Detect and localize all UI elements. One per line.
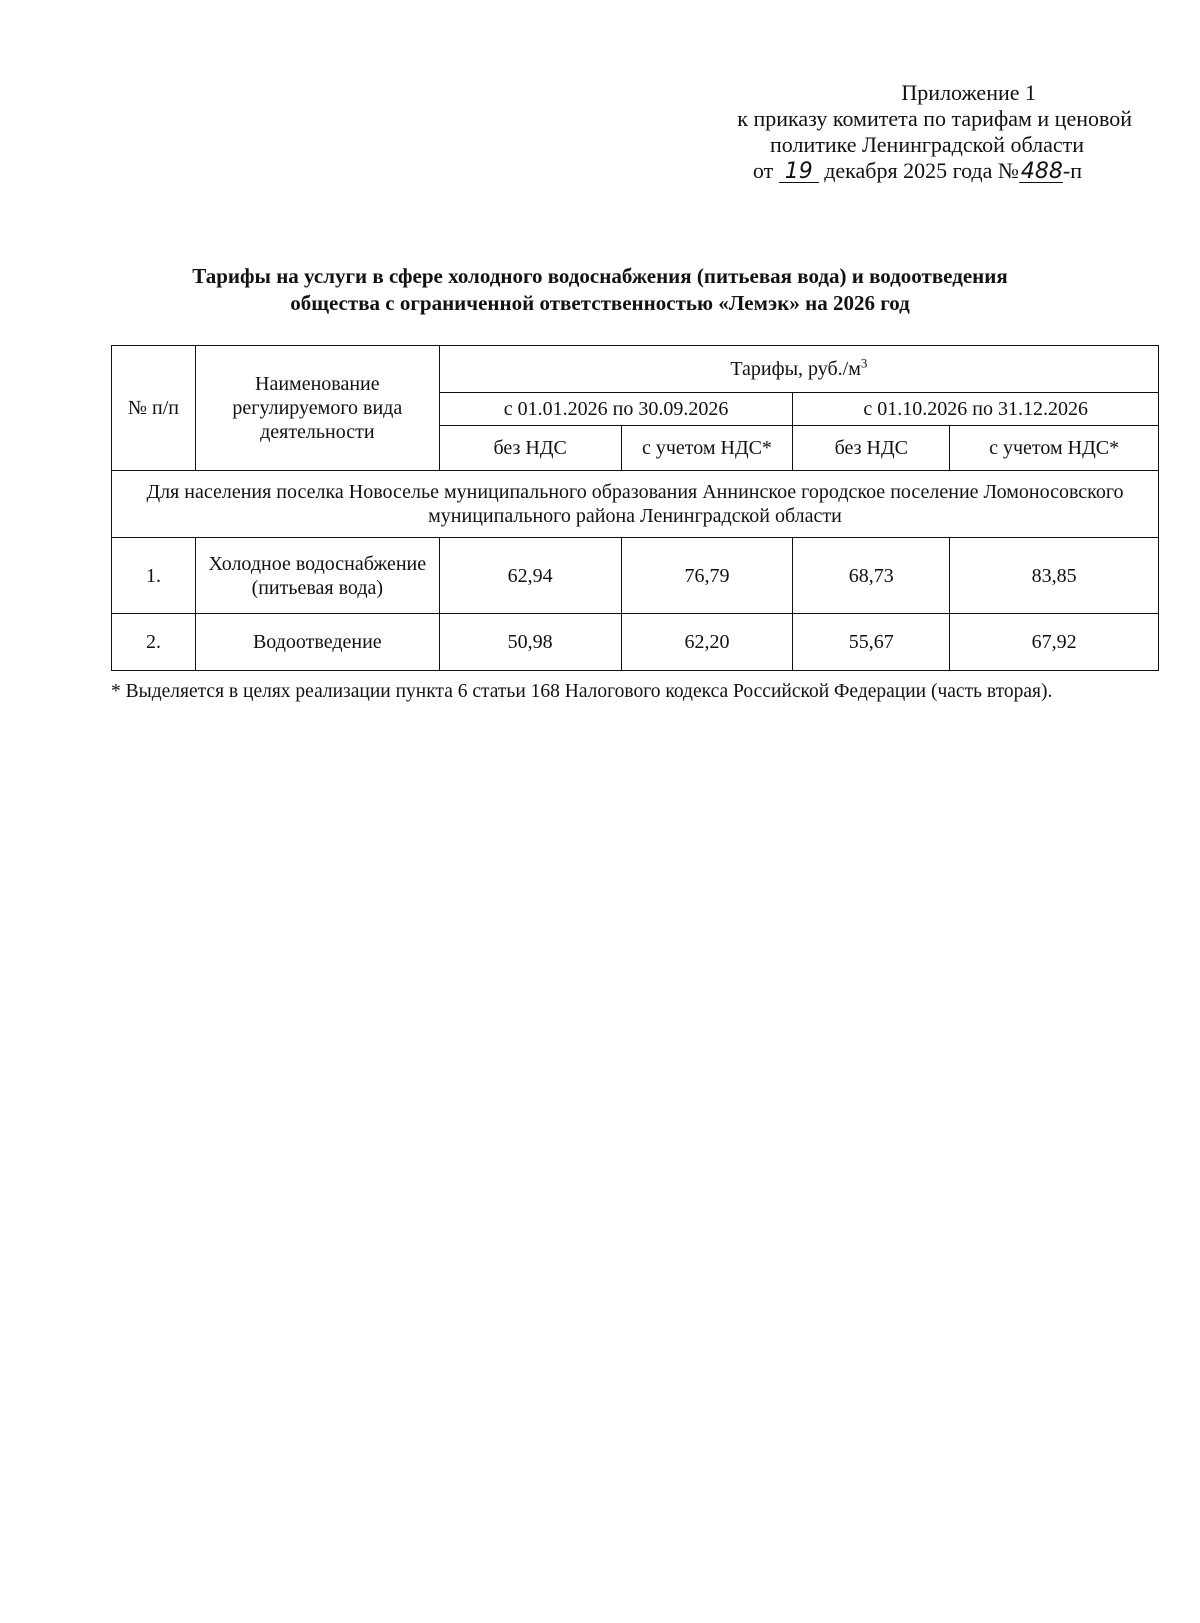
annex-date-line <box>672 158 1132 184</box>
annex-header <box>672 80 1132 184</box>
header-tariffs <box>439 346 1158 393</box>
handwritten-order-number: 488 <box>1020 159 1063 184</box>
footnote: * Выделяется в целях реализации пункта 6 статьи 168 Налогового кодекса Российской Федерации (часть вторая). <box>111 681 1053 702</box>
title-line-1: Тарифы на услуги в сфере холодного водоснабжения (питьевая вода) и водоотведения <box>192 264 1008 288</box>
tariffs-table <box>111 345 1159 671</box>
row-p2-with-vat: 67,92 <box>950 614 1159 671</box>
row-p2-no-vat: 68,73 <box>793 538 950 614</box>
date-middle: декабря 2025 года № <box>824 158 1019 183</box>
table-row <box>112 538 1159 614</box>
header-activity: Наименование регулируемого вида деятельности <box>195 346 439 471</box>
row-p1-with-vat: 62,20 <box>621 614 793 671</box>
row-p2-no-vat: 55,67 <box>793 614 950 671</box>
title-line-2: общества с ограниченной ответственностью «Лемэк» на 2026 год <box>290 291 910 315</box>
row-p1-no-vat: 50,98 <box>439 614 621 671</box>
table-row <box>112 614 1159 671</box>
date-prefix: от <box>752 158 774 183</box>
header-period-1: с 01.01.2026 по 30.09.2026 <box>439 393 793 426</box>
header-tariffs-sup: 3 <box>860 355 868 371</box>
row-p1-with-vat: 76,79 <box>621 538 793 614</box>
group-label: Для населения поселка Новоселье муниципального образования Аннинское городское поселение Ломоносовского муниципального района Ленинградской области <box>112 471 1159 538</box>
annex-order-line: к приказу комитета по тарифам и ценовой <box>737 106 1132 131</box>
header-number: № п/п <box>112 346 196 471</box>
row-number: 1. <box>112 538 196 614</box>
header-p1-no-vat: без НДС <box>439 426 621 471</box>
group-row <box>112 471 1159 538</box>
header-tariffs-label: Тарифы, руб./м <box>730 358 861 380</box>
annex-label: Приложение 1 <box>901 80 1036 105</box>
order-suffix: -п <box>1062 158 1082 183</box>
row-p2-with-vat: 83,85 <box>950 538 1159 614</box>
header-p2-with-vat: с учетом НДС* <box>950 426 1159 471</box>
document-title <box>100 263 1100 317</box>
annex-committee-line: политике Ленинградской области <box>769 132 1084 157</box>
row-activity: Водоотведение <box>195 614 439 671</box>
header-p1-with-vat: с учетом НДС* <box>621 426 793 471</box>
handwritten-day: 19 <box>779 162 819 183</box>
row-p1-no-vat: 62,94 <box>439 538 621 614</box>
header-row-1 <box>112 346 1159 393</box>
row-activity: Холодное водоснабжение (питьевая вода) <box>195 538 439 614</box>
row-number: 2. <box>112 614 196 671</box>
header-period-2: с 01.10.2026 по 31.12.2026 <box>793 393 1159 426</box>
header-p2-no-vat: без НДС <box>793 426 950 471</box>
